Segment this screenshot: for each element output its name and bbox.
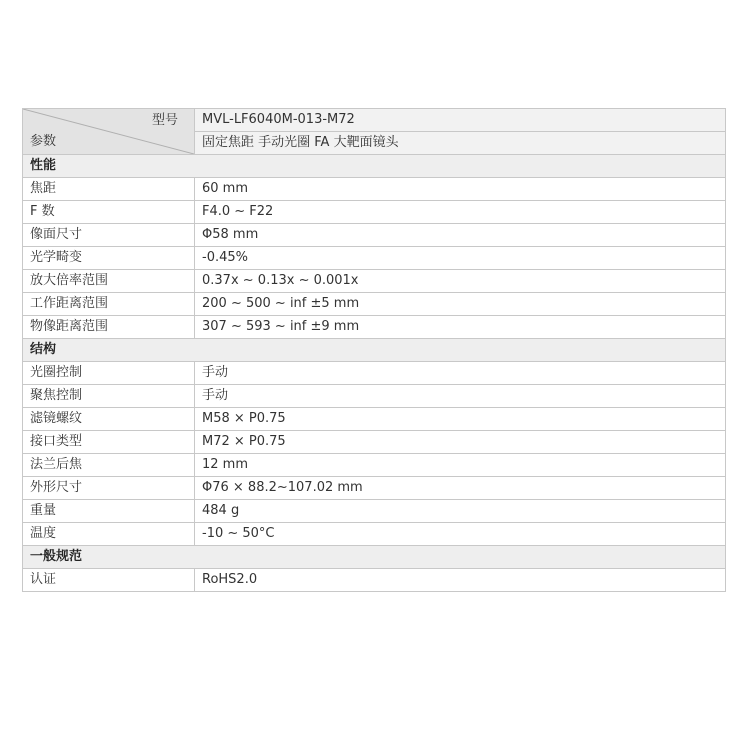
header-corner-cell xyxy=(23,109,195,155)
spec-label: 工作距离范围 xyxy=(23,293,195,316)
spec-row xyxy=(23,247,726,270)
spec-value: F4.0 ~ F22 xyxy=(195,201,726,224)
spec-label: 重量 xyxy=(23,500,195,523)
spec-row xyxy=(23,454,726,477)
section-header-row xyxy=(23,339,726,362)
spec-row xyxy=(23,201,726,224)
model-header-label: 型号 xyxy=(151,113,178,128)
spec-value: 60 mm xyxy=(195,178,726,201)
spec-label: 接口类型 xyxy=(23,431,195,454)
spec-value: -0.45% xyxy=(195,247,726,270)
spec-row xyxy=(23,477,726,500)
section-header-row xyxy=(23,155,726,178)
spec-value: 0.37x ~ 0.13x ~ 0.001x xyxy=(195,270,726,293)
spec-label: 温度 xyxy=(23,523,195,546)
spec-label: 放大倍率范围 xyxy=(23,270,195,293)
spec-value: RoHS2.0 xyxy=(195,569,726,592)
spec-table xyxy=(22,108,726,592)
section-title: 结构 xyxy=(23,339,726,362)
spec-row xyxy=(23,293,726,316)
spec-label: 聚焦控制 xyxy=(23,385,195,408)
spec-value: 307 ~ 593 ~ inf ±9 mm xyxy=(195,316,726,339)
param-header-label: 参数 xyxy=(30,134,57,149)
spec-label: 滤镜螺纹 xyxy=(23,408,195,431)
spec-row xyxy=(23,178,726,201)
spec-label: 外形尺寸 xyxy=(23,477,195,500)
spec-value: 手动 xyxy=(195,385,726,408)
spec-table-body xyxy=(23,109,726,592)
model-number: MVL-LF6040M-013-M72 xyxy=(195,109,726,132)
spec-label: 焦距 xyxy=(23,178,195,201)
lens-description: 固定焦距 手动光圈 FA 大靶面镜头 xyxy=(195,132,726,155)
spec-row xyxy=(23,224,726,247)
spec-label: 认证 xyxy=(23,569,195,592)
section-header-row xyxy=(23,546,726,569)
spec-label: 物像距离范围 xyxy=(23,316,195,339)
spec-value: -10 ~ 50°C xyxy=(195,523,726,546)
section-title: 一般规范 xyxy=(23,546,726,569)
spec-row xyxy=(23,270,726,293)
spec-value: M58 × P0.75 xyxy=(195,408,726,431)
spec-row xyxy=(23,408,726,431)
spec-label: 像面尺寸 xyxy=(23,224,195,247)
spec-row xyxy=(23,431,726,454)
spec-value: 手动 xyxy=(195,362,726,385)
spec-value: Φ76 × 88.2~107.02 mm xyxy=(195,477,726,500)
spec-row xyxy=(23,362,726,385)
spec-label: F 数 xyxy=(23,201,195,224)
spec-row xyxy=(23,500,726,523)
spec-value: 12 mm xyxy=(195,454,726,477)
spec-row xyxy=(23,385,726,408)
header-row-model xyxy=(23,109,726,132)
spec-label: 光圈控制 xyxy=(23,362,195,385)
spec-label: 法兰后焦 xyxy=(23,454,195,477)
spec-value: Φ58 mm xyxy=(195,224,726,247)
spec-label: 光学畸变 xyxy=(23,247,195,270)
spec-value: 200 ~ 500 ~ inf ±5 mm xyxy=(195,293,726,316)
spec-value: M72 × P0.75 xyxy=(195,431,726,454)
section-title: 性能 xyxy=(23,155,726,178)
spec-row xyxy=(23,316,726,339)
spec-row xyxy=(23,523,726,546)
spec-row xyxy=(23,569,726,592)
spec-value: 484 g xyxy=(195,500,726,523)
